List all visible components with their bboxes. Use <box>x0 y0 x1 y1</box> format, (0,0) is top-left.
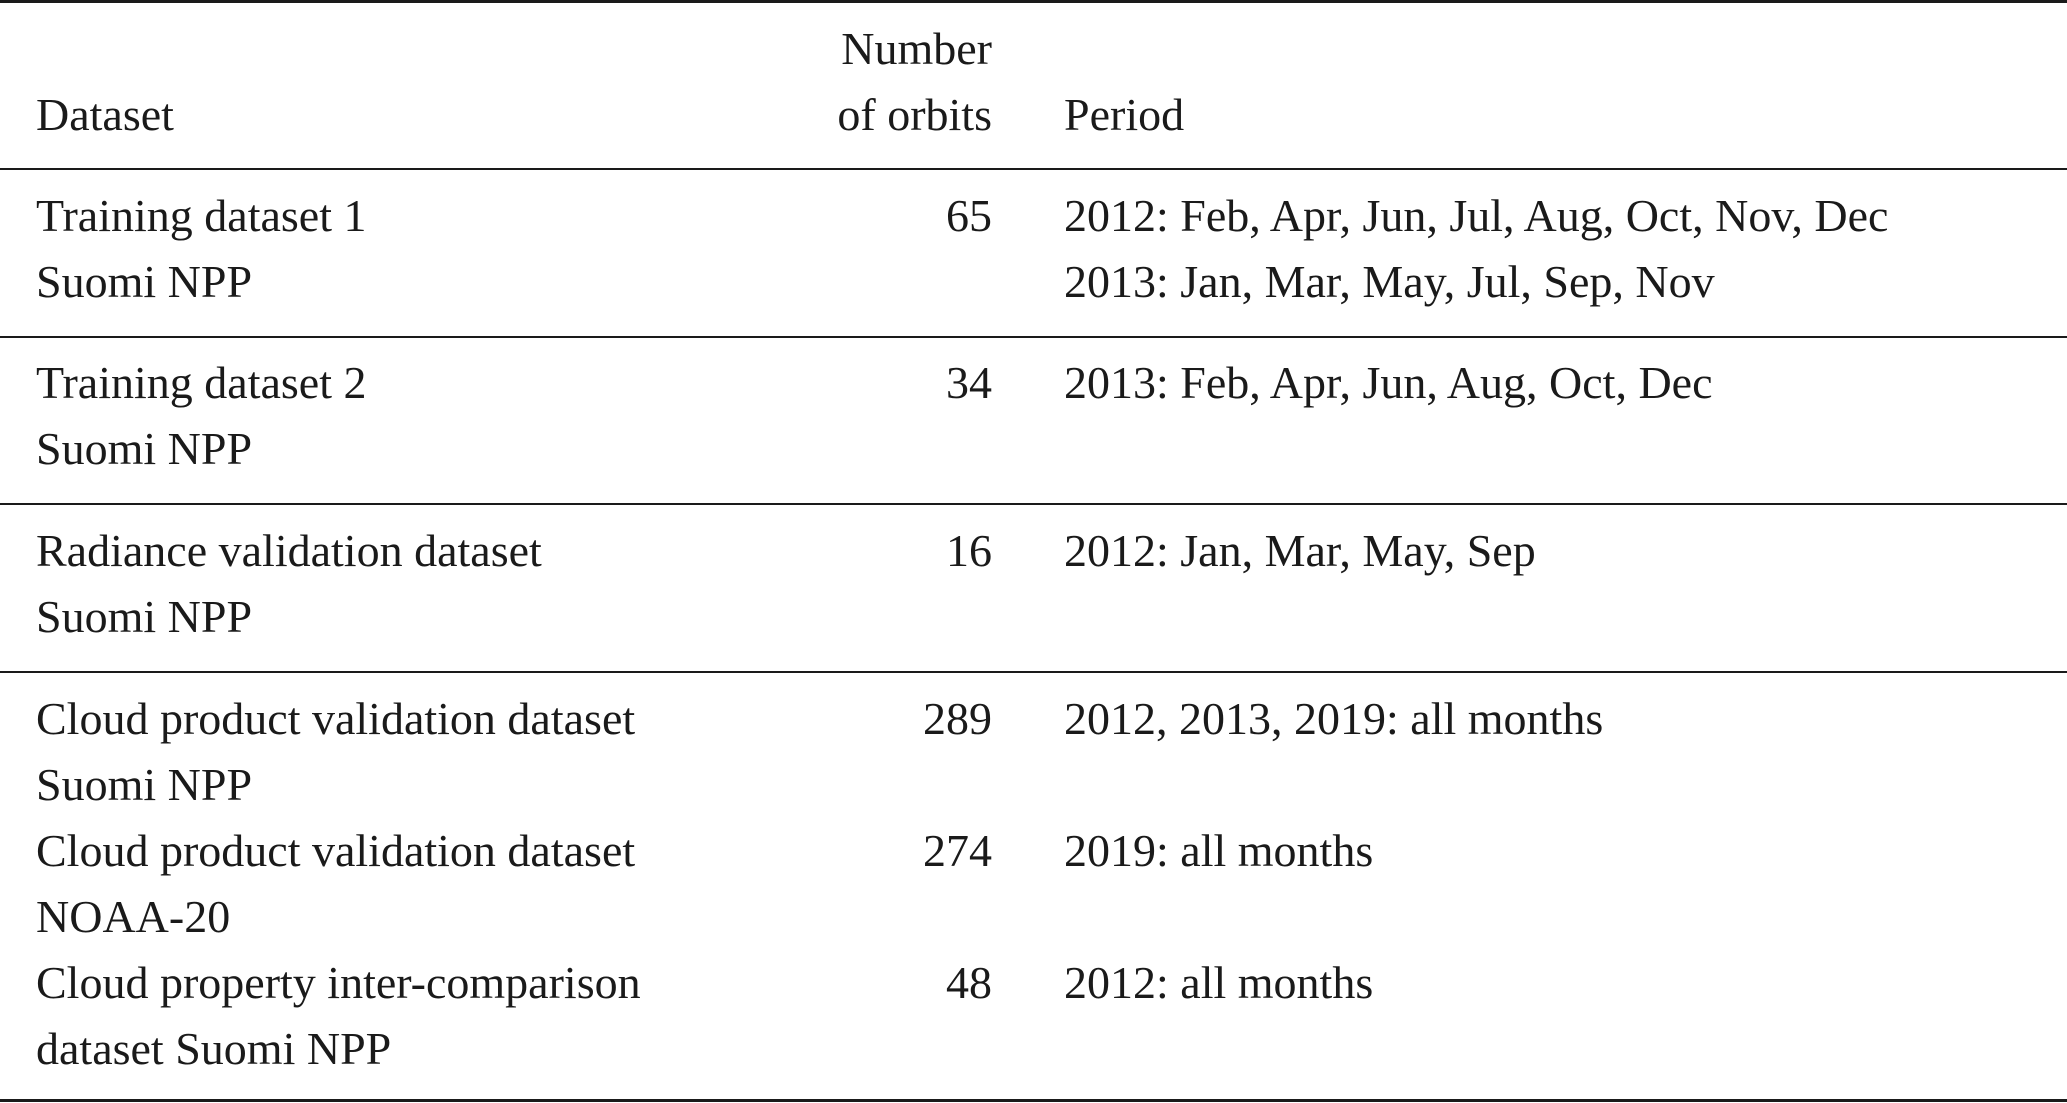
row-dataset-line1: Cloud property inter-comparison <box>36 957 641 1008</box>
row-orbits: 16 <box>946 525 992 576</box>
row-divider <box>0 336 2067 338</box>
row-divider <box>0 503 2067 505</box>
row-period-line1: 2013: Feb, Apr, Jun, Aug, Oct, Dec <box>1064 357 1713 408</box>
top-rule <box>0 0 2067 3</box>
header-dataset: Dataset <box>36 89 174 140</box>
row-dataset-line2: Suomi NPP <box>36 423 253 474</box>
row-dataset-line2: Suomi NPP <box>36 256 253 307</box>
row-dataset-line2: NOAA-20 <box>36 891 231 942</box>
row-orbits: 65 <box>946 190 992 241</box>
row-period-line2: 2013: Jan, Mar, May, Jul, Sep, Nov <box>1064 256 1715 307</box>
row-orbits: 289 <box>923 693 992 744</box>
header-period: Period <box>1064 89 1185 140</box>
row-period-line1: 2012: Feb, Apr, Jun, Jul, Aug, Oct, Nov, Dec <box>1064 190 1889 241</box>
row-dataset-line2: dataset Suomi NPP <box>36 1023 392 1074</box>
row-dataset-line1: Cloud product validation dataset <box>36 693 636 744</box>
row-dataset-line2: Suomi NPP <box>36 591 253 642</box>
row-dataset-line1: Training dataset 1 <box>36 190 367 241</box>
row-period-line1: 2012: Jan, Mar, May, Sep <box>1064 525 1536 576</box>
row-dataset-line2: Suomi NPP <box>36 759 253 810</box>
header-orbits-line1: Number <box>841 23 992 74</box>
row-orbits: 274 <box>923 825 992 876</box>
row-period-line1: 2019: all months <box>1064 825 1374 876</box>
row-orbits: 48 <box>946 957 992 1008</box>
bottom-rule <box>0 1099 2067 1102</box>
row-orbits: 34 <box>946 357 992 408</box>
row-dataset-line1: Radiance validation dataset <box>36 525 542 576</box>
header-orbits-line2: of orbits <box>837 89 992 140</box>
row-period-line1: 2012: all months <box>1064 957 1374 1008</box>
row-divider <box>0 671 2067 673</box>
header-rule <box>0 168 2067 170</box>
row-dataset-line1: Training dataset 2 <box>36 357 367 408</box>
row-dataset-line1: Cloud product validation dataset <box>36 825 636 876</box>
row-period-line1: 2012, 2013, 2019: all months <box>1064 693 1604 744</box>
